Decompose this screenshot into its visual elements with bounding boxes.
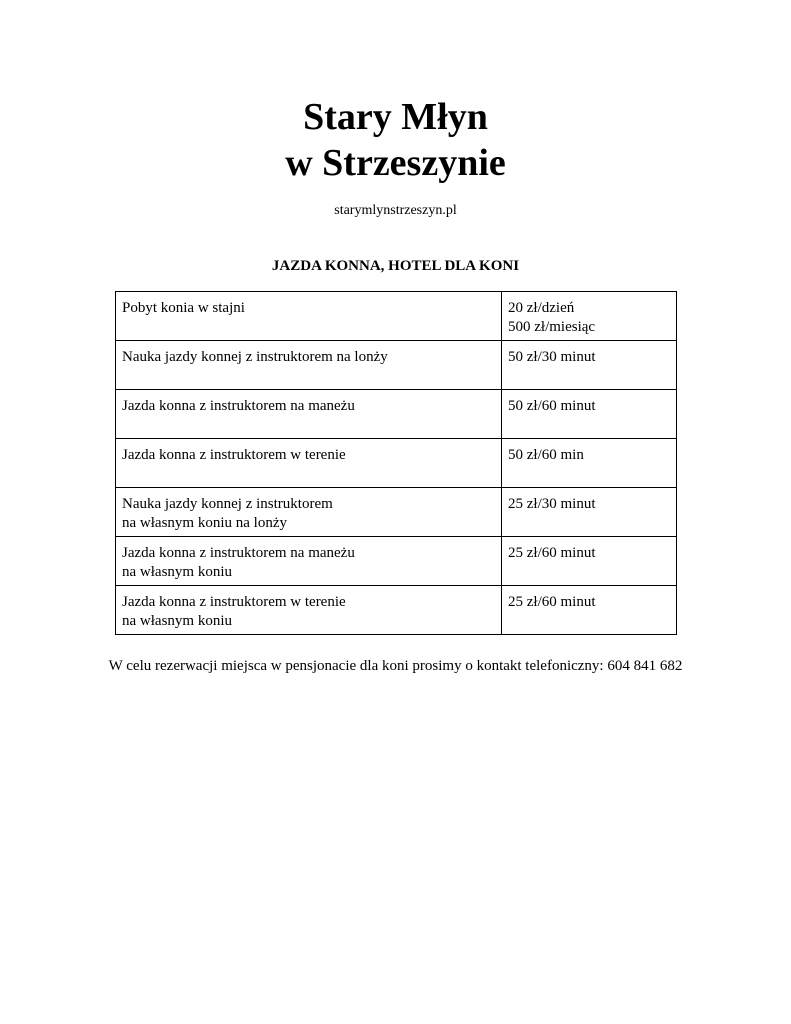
service-text: na własnym koniu na lonży: [122, 515, 287, 531]
price-text: 500 zł/miesiąc: [508, 319, 596, 335]
price-cell: [502, 537, 677, 586]
page-title-line-1: Stary Młyn: [303, 96, 488, 138]
price-table: [115, 291, 677, 635]
service-text: na własnym koniu: [122, 564, 232, 580]
price-cell: [502, 292, 677, 341]
price-text: 25 zł/60 minut: [508, 594, 596, 610]
price-cell: [502, 586, 677, 635]
table-row: [116, 292, 677, 341]
service-text: Jazda konna z instruktorem w terenie: [122, 447, 346, 463]
service-text: Jazda konna z instruktorem na maneżu: [122, 545, 355, 561]
price-text: 25 zł/30 minut: [508, 496, 596, 512]
reservation-note: W celu rezerwacji miejsca w pensjonacie dla koni prosimy o kontakt telefoniczny: 604 841 682: [108, 658, 683, 674]
service-cell: [116, 537, 502, 586]
price-cell: [502, 439, 677, 488]
service-text: Nauka jazdy konnej z instruktorem: [122, 496, 333, 512]
price-cell: [502, 341, 677, 390]
service-text: na własnym koniu: [122, 613, 232, 629]
service-cell: [116, 439, 502, 488]
table-row: [116, 537, 677, 586]
service-text: Jazda konna z instruktorem na maneżu: [122, 398, 355, 414]
service-cell: [116, 292, 502, 341]
service-cell: [116, 341, 502, 390]
table-row: [116, 586, 677, 635]
service-text: Jazda konna z instruktorem w terenie: [122, 594, 346, 610]
price-cell: [502, 390, 677, 439]
section-heading: JAZDA KONNA, HOTEL DLA KONI: [271, 258, 520, 274]
table-row: [116, 390, 677, 439]
service-text: Pobyt konia w stajni: [122, 300, 245, 316]
price-text: 25 zł/60 minut: [508, 545, 596, 561]
website-address: starymlynstrzeszyn.pl: [334, 203, 457, 218]
service-cell: [116, 390, 502, 439]
price-text: 50 zł/30 minut: [508, 349, 596, 365]
service-text: Nauka jazdy konnej z instruktorem na lonży: [122, 349, 388, 365]
table-row: [116, 488, 677, 537]
service-cell: [116, 586, 502, 635]
service-cell: [116, 488, 502, 537]
price-cell: [502, 488, 677, 537]
price-text: 20 zł/dzień: [508, 300, 575, 316]
page-title-line-2: w Strzeszynie: [285, 142, 506, 184]
price-text: 50 zł/60 minut: [508, 398, 596, 414]
table-row: [116, 439, 677, 488]
price-text: 50 zł/60 min: [508, 447, 584, 463]
table-row: [116, 341, 677, 390]
